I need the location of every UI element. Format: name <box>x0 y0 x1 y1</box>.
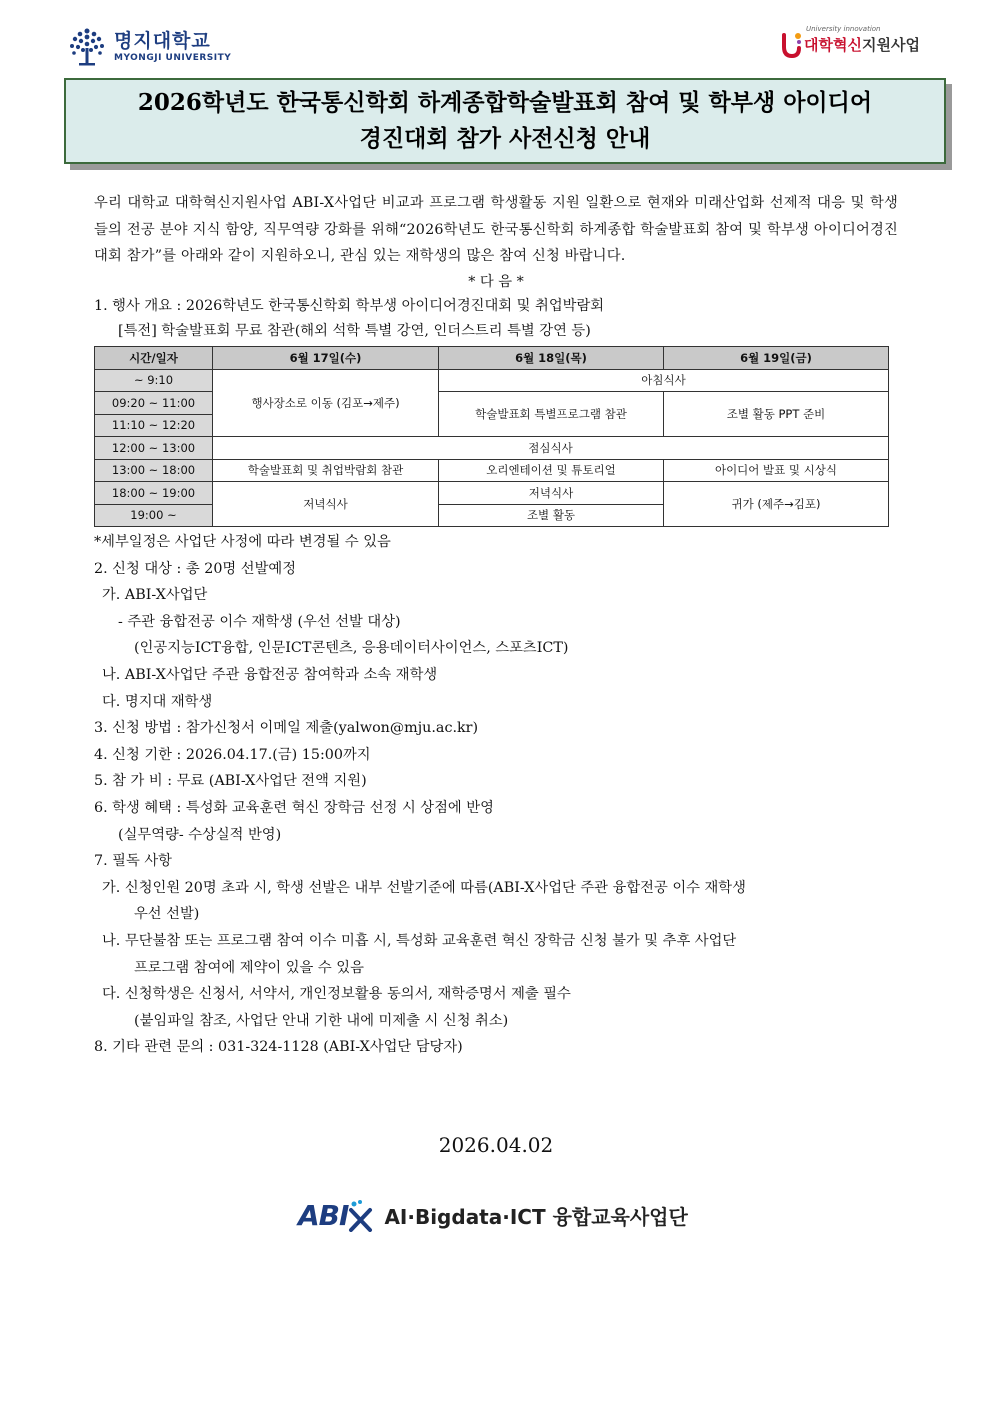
intro-paragraph: 우리 대학교 대학혁신지원사업 ABI-X사업단 비교과 프로그램 학생활동 지원 일환으로 현재와 미래산업화 선제적 대응 및 학생들의 전공 분야 지식 함양, 직무역량 강화를 위해“2026학년도 한국통신학회 하계종합 학술발표회 참여 및 학부생 아이디어경진대회 참가”를 아래와 같이 지원하오니, 관심 있는 재학생의 많은 참여 신청 바랍니다. <box>94 195 898 264</box>
schedule-cell: 행사장소로 이동 (김포→제주) <box>213 369 439 437</box>
title-line-1: 2026학년도 한국통신학회 하계종합학술발표회 참여 및 학부생 아이디어 <box>137 89 873 116</box>
table-header: 6월 18일(목) <box>439 347 664 370</box>
section-7-c-cont: (붙임파일 참조, 사업단 안내 기한 내에 미제출 시 신청 취소) <box>134 1012 509 1029</box>
section-4-deadline: 4. 신청 기한 : 2026.04.17.(금) 15:00까지 <box>94 746 371 763</box>
table-header-row <box>95 347 889 370</box>
abi-x-footer-logo <box>298 1198 688 1232</box>
section-7-a: 가. 신청인원 20명 초과 시, 학생 선발은 내부 선발기준에 따름(ABI-X사업단 주관 융합전공 이수 재학생 <box>102 879 746 896</box>
logo-dark-text: 지원사업 <box>861 35 920 54</box>
document-title <box>64 78 946 164</box>
time-cell: 18:00 ~ 19:00 <box>95 482 213 505</box>
logo-red-text: 대학혁신 <box>804 35 862 54</box>
section-2-c: 다. 명지대 재학생 <box>102 693 213 710</box>
document-date: 2026.04.02 <box>438 1133 554 1157</box>
section-6-benefit: 6. 학생 혜택 : 특성화 교육훈련 혁신 장학금 선정 시 상점에 반영 <box>94 800 494 817</box>
section-7-b: 나. 무단불참 또는 프로그램 참여 이수 미흡 시, 특성화 교육훈련 혁신 장학금 신청 불가 및 추후 사업단 <box>102 933 737 949</box>
schedule-cell: 저녁식사 <box>213 482 439 527</box>
schedule-cell: 학술발표회 특별프로그램 참관 <box>439 392 664 437</box>
section-7-notes: 7. 필독 사항 <box>94 853 172 870</box>
section-2-target: 2. 신청 대상 : 총 20명 선발예정 <box>94 560 297 577</box>
section-1-special: [특전] 학술발표회 무료 참관(해외 석학 특별 강연, 인더스트리 특별 강연 등) <box>118 323 591 340</box>
logo-korean-name: 명지대학교 <box>114 29 211 52</box>
section-5-fee: 5. 참 가 비 : 무료 (ABI-X사업단 전액 지원) <box>94 773 367 790</box>
logo-english-name: MYONGJI UNIVERSITY <box>114 52 232 63</box>
time-cell: 09:20 ~ 11:00 <box>95 392 213 415</box>
time-cell: ~ 9:10 <box>95 369 213 392</box>
myongji-logo <box>66 26 231 68</box>
time-cell: 19:00 ~ <box>95 504 213 527</box>
abi-wordmark: ABI <box>298 1198 349 1232</box>
section-6-sub: (실무역량- 수상실적 반영) <box>118 826 282 843</box>
section-8-contact: 8. 기타 관련 문의 : 031-324-1128 (ABI-X사업단 담당자) <box>94 1039 463 1056</box>
time-cell: 12:00 ~ 13:00 <box>95 437 213 460</box>
table-row <box>95 437 889 460</box>
time-cell: 11:10 ~ 12:20 <box>95 414 213 437</box>
section-3-method: 3. 신청 방법 : 참가신청서 이메일 제출(yalwon@mju.ac.kr) <box>94 720 479 737</box>
section-2-a2: (인공지능ICT융합, 인문ICT콘텐츠, 응용데이터사이언스, 스포츠ICT) <box>134 640 569 657</box>
section-7-c: 다. 신청학생은 신청서, 서약서, 개인정보활용 동의서, 재학증명서 제출 필수 <box>102 986 571 1003</box>
table-row <box>95 369 889 392</box>
schedule-cell: 점심식사 <box>213 437 889 460</box>
time-cell: 13:00 ~ 18:00 <box>95 459 213 482</box>
title-line-2: 경진대회 참가 사전신청 안내 <box>359 125 651 152</box>
schedule-cell: 조별 활동 <box>439 504 664 527</box>
schedule-note: *세부일정은 사업단 사정에 따라 변경될 수 있음 <box>94 534 391 551</box>
schedule-cell: 저녁식사 <box>439 482 664 505</box>
table-row <box>95 482 889 505</box>
page-header <box>0 0 992 72</box>
table-header: 6월 19일(금) <box>664 347 889 370</box>
innovation-program-logo <box>780 25 920 59</box>
tree-emblem-icon <box>66 26 108 68</box>
document-body <box>94 190 898 1061</box>
schedule-cell: 학술발표회 및 취업박람회 참관 <box>213 459 439 482</box>
schedule-cell: 오리엔테이션 및 튜토리얼 <box>439 459 664 482</box>
section-1-overview: 1. 행사 개요 : 2026학년도 한국통신학회 학부생 아이디어경진대회 및 취업박람회 <box>94 297 605 314</box>
section-2-a: 가. ABI-X사업단 <box>102 587 208 604</box>
section-7-b-cont: 프로그램 참여에 제약이 있을 수 있음 <box>134 959 364 976</box>
table-row <box>95 459 889 482</box>
table-header: 시간/일자 <box>95 347 213 370</box>
footer-org-name: AI·Bigdata·ICT 융합교육사업단 <box>384 1204 688 1229</box>
section-2-b: 나. ABI-X사업단 주관 융합전공 참여학과 소속 재학생 <box>102 667 438 684</box>
section-2-a1: - 주관 융합전공 이수 재학생 (우선 선발 대상) <box>118 613 401 630</box>
schedule-cell: 아침식사 <box>439 369 889 392</box>
x-mark-icon <box>348 1198 374 1232</box>
schedule-cell: 아이디어 발표 및 시상식 <box>664 459 889 482</box>
section-7-a-cont: 우선 선발) <box>134 906 200 923</box>
notice-heading: * 다 음 * <box>468 273 524 290</box>
table-header: 6월 17일(수) <box>213 347 439 370</box>
schedule-cell: 귀가 (제주→김포) <box>664 482 889 527</box>
logo-tagline: University innovation <box>806 25 881 33</box>
schedule-table <box>94 346 889 527</box>
schedule-cell: 조별 활동 PPT 준비 <box>664 392 889 437</box>
u-mark-icon <box>780 29 802 59</box>
